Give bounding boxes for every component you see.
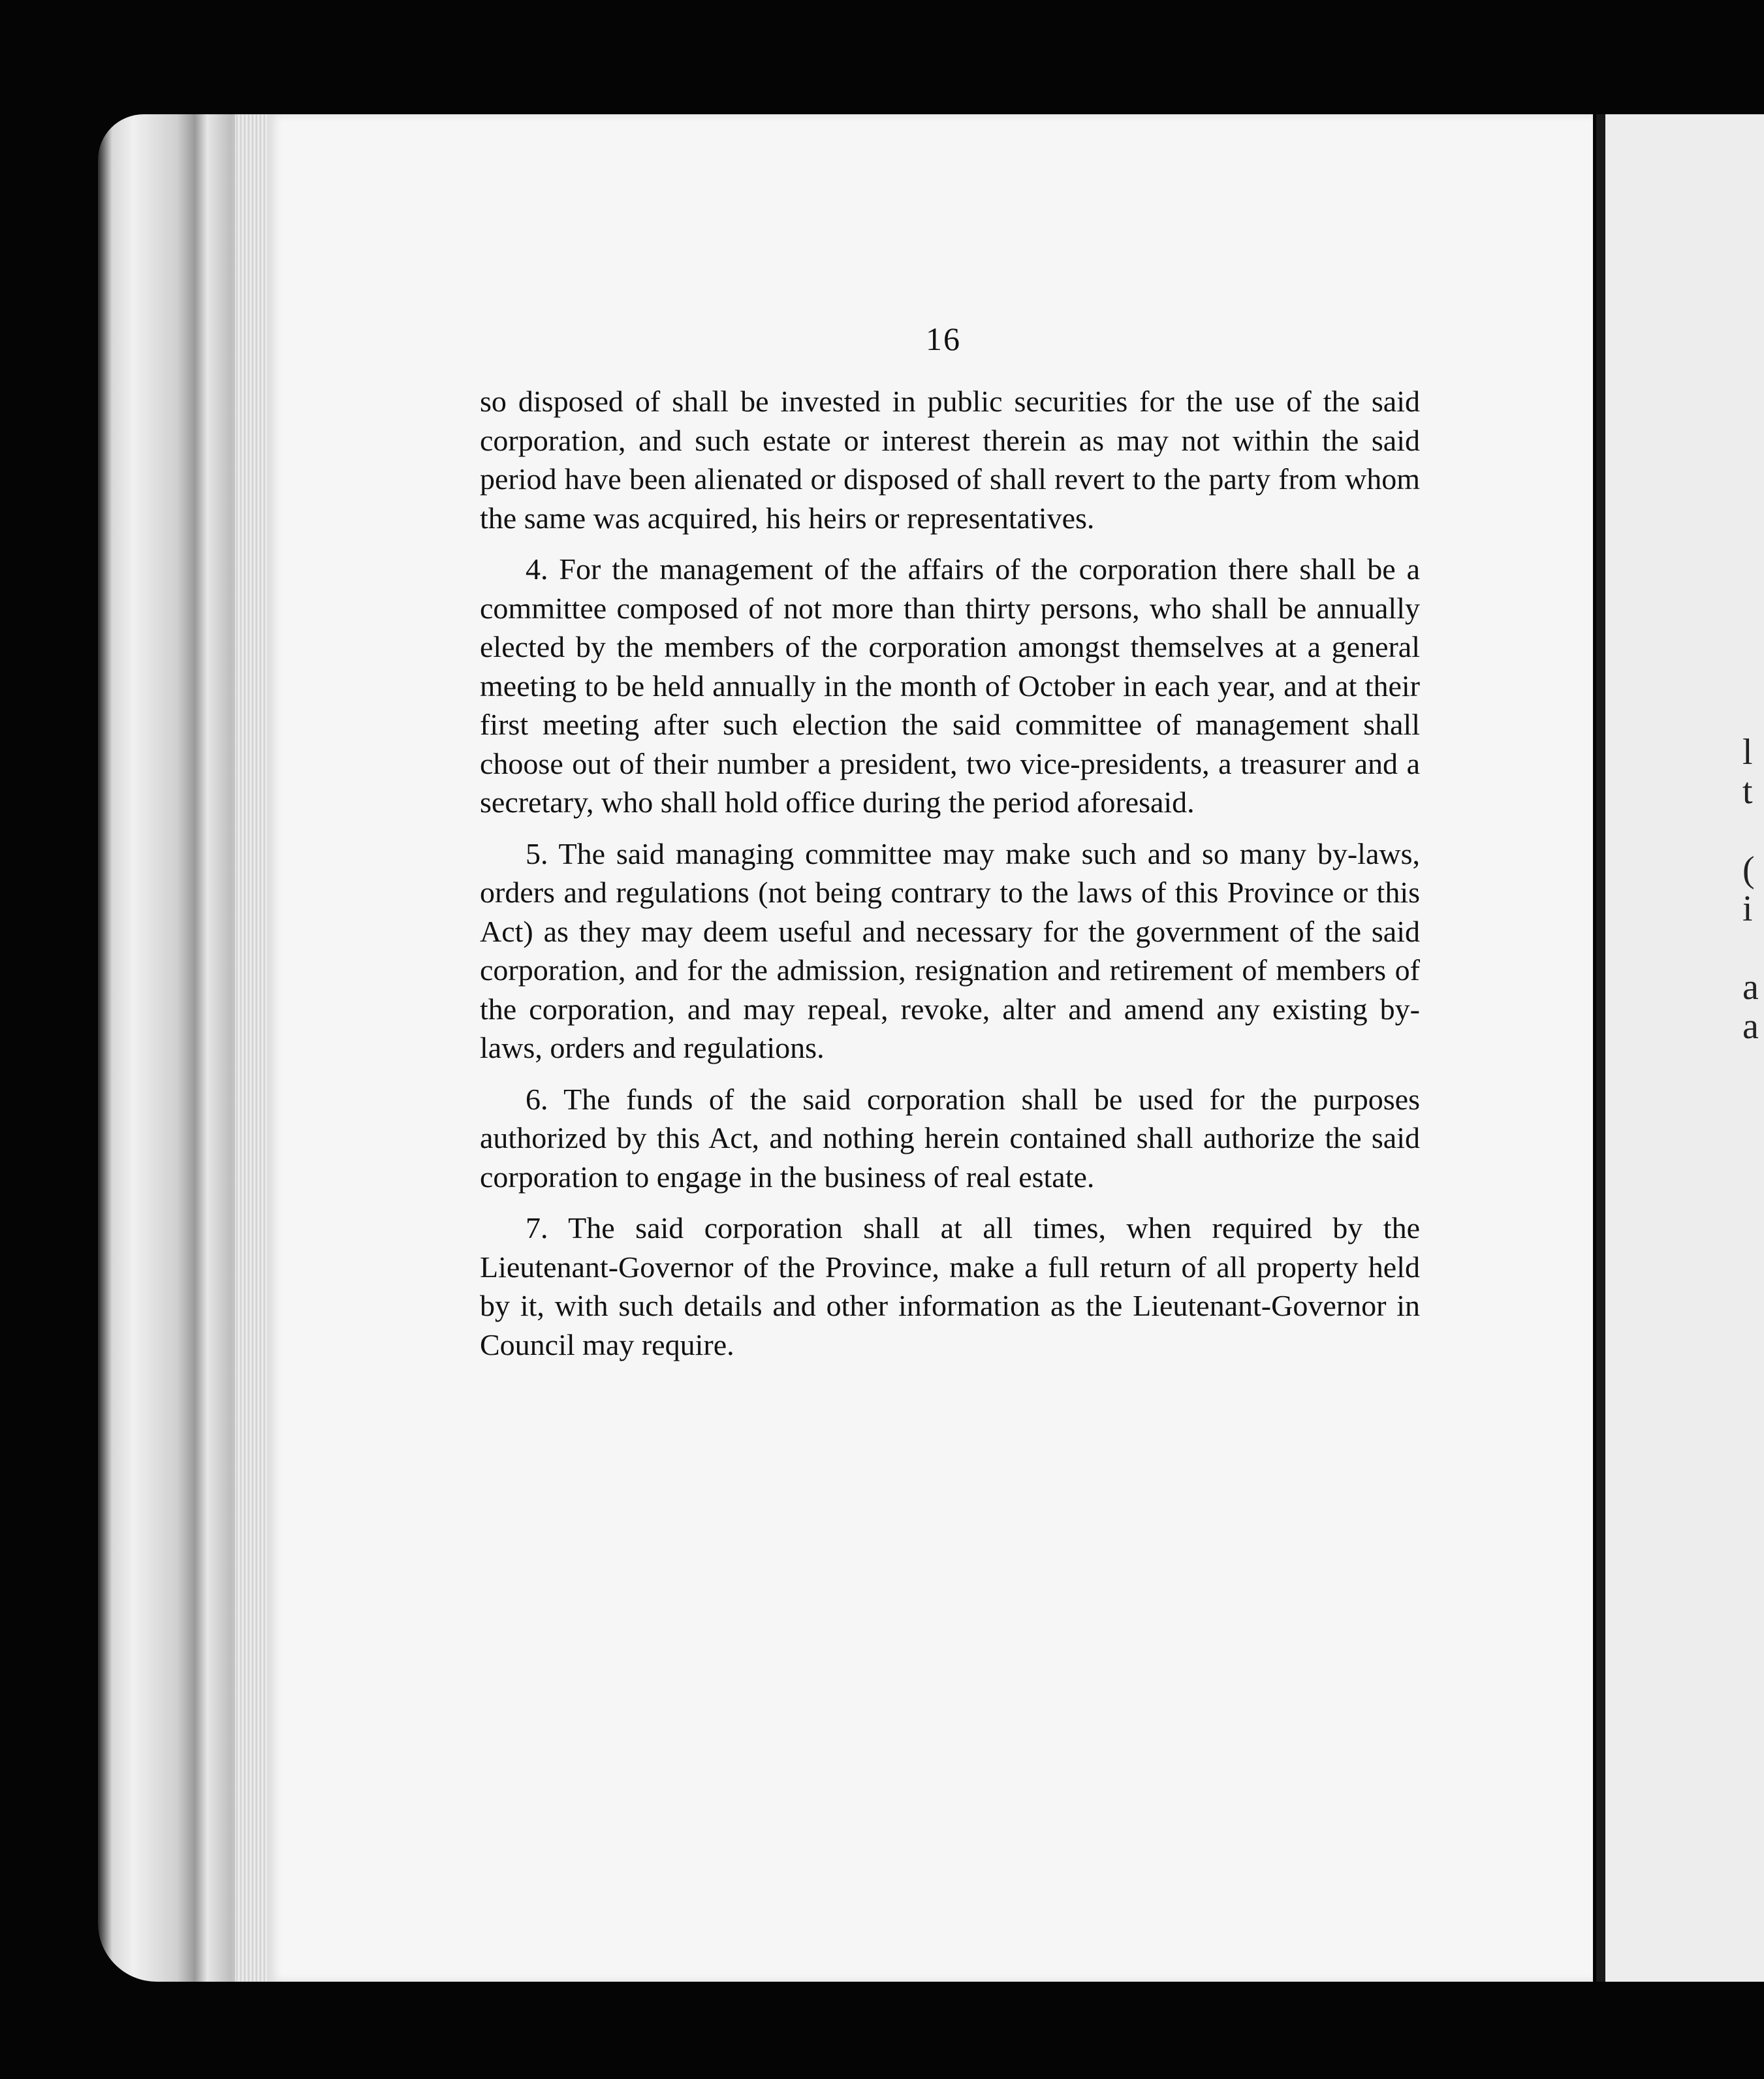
- facing-page-fragment: i: [1742, 889, 1753, 929]
- facing-page-fragment: l: [1742, 732, 1753, 772]
- section-7: 7. The said corporation shall at all times, when required by the Lieutenant-Governor of the Province, make a full return of all property held by it, with such details and other information as the Lieutenant-Governor in Council may require.: [480, 1211, 1420, 1361]
- facing-page-edge: [1596, 114, 1764, 1982]
- facing-page-fragment: a: [1742, 1006, 1759, 1047]
- facing-page-fragment: (: [1742, 849, 1755, 890]
- facing-page-fragment: a: [1742, 967, 1759, 1008]
- section-5: 5. The said managing committee may make such and so many by-laws, orders and regulations (not being contrary to the laws of this Province or this Act) as they may deem useful and necessary for the government of the said corporation, and for the admission, resignation and retirement of members of the corporation, and may repeal, revoke, alter and amend any existing by-laws, orders and regulations.: [480, 836, 1420, 1064]
- page-edges: [98, 114, 274, 1982]
- section-4: 4. For the management of the affairs of the corporation there shall be a committee composed of not more than thirty persons, who shall be annually elected by the members of the corporation amongst themselves at a general meeting to be held annually in the month of October in each year, and at their first meeting after such election the said committee of management shall choose out of their number a president, two vice-presidents, a treasurer and a secretary, who shall hold office during the period aforesaid.: [480, 552, 1420, 819]
- facing-page-fragment: t: [1742, 771, 1753, 812]
- body-text: [480, 382, 1420, 1376]
- section-6: 6. The funds of the said corporation shall be used for the purposes authorized by this Act, and nothing herein contained shall authorize the said corporation to engage in the business of real estate.: [480, 1082, 1420, 1194]
- page-number: 16: [926, 321, 961, 357]
- paragraph-continuation: so disposed of shall be invested in public securities for the use of the said corporation, and such estate or interest therein as may not within the said period have been alienated or disposed of shall revert to the party from whom the same was acquired, his heirs or representatives.: [480, 385, 1420, 535]
